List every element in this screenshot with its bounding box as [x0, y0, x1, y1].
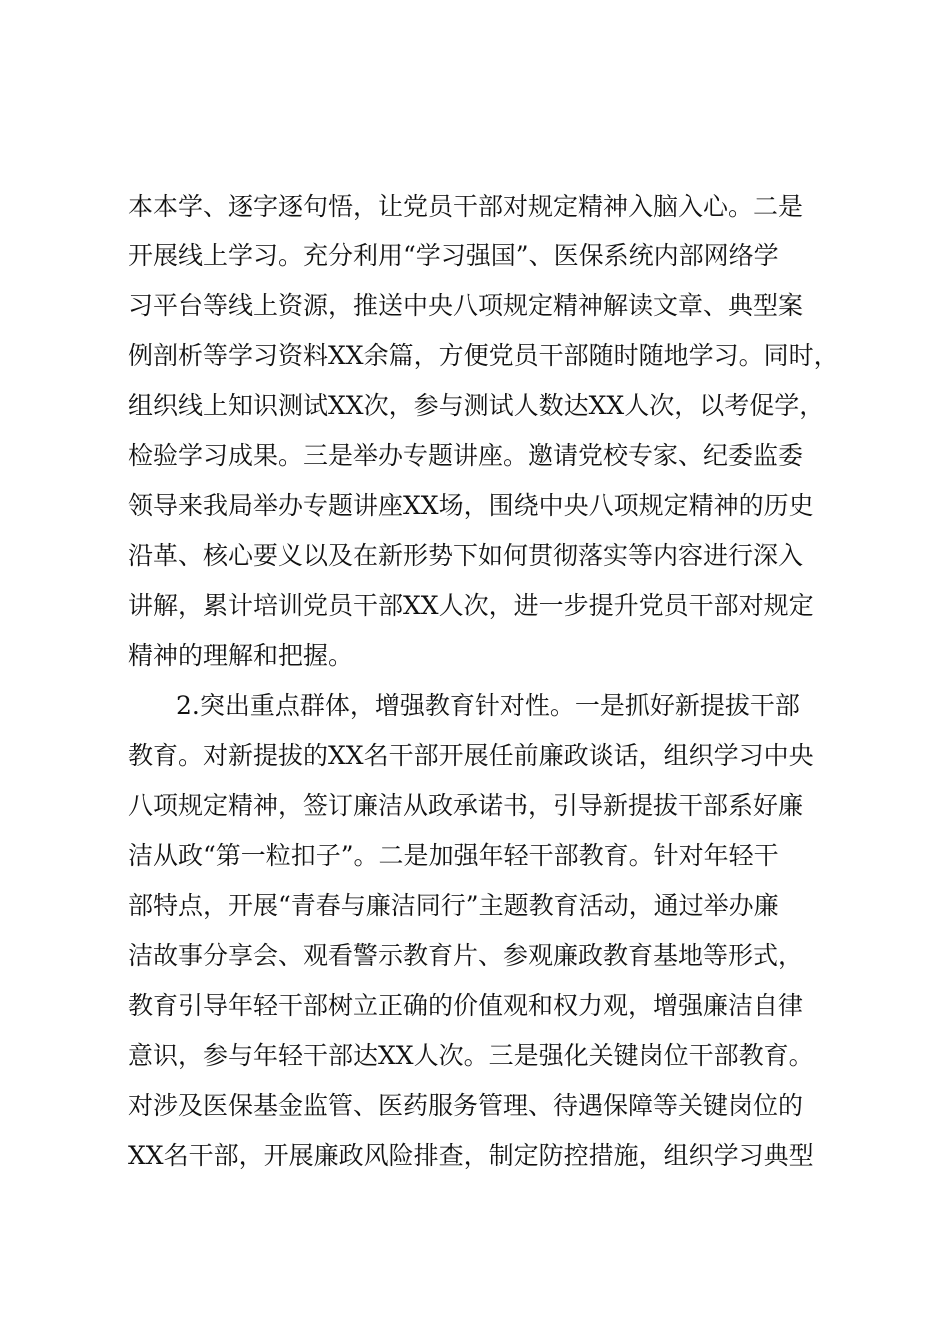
text-line: 开展线上学习。充分利用“学习强国”、医保系统内部网络学: [128, 241, 779, 270]
text-line: 对涉及医保基金监管、医药服务管理、待遇保障等关键岗位的: [128, 1091, 804, 1120]
text-line: 精神的理解和把握。: [128, 641, 354, 670]
text-line: 习平台等线上资源，推送中央八项规定精神解读文章、典型案: [128, 291, 804, 320]
text-line: 部特点，开展“青春与廉洁同行”主题教育活动，通过举办廉: [128, 891, 779, 920]
text-line: XX名干部，开展廉政风险排查，制定防控措施，组织学习典型: [128, 1141, 814, 1170]
text-line: 洁故事分享会、观看警示教育片、参观廉政教育基地等形式，: [128, 941, 804, 970]
text-line: 领导来我局举办专题讲座XX场，围绕中央八项规定精神的历史: [128, 491, 814, 520]
paragraph-first-line: 2.突出重点群体，增强教育针对性。一是抓好新提拔干部: [176, 691, 800, 720]
text-line: 沿革、核心要义以及在新形势下如何贯彻落实等内容进行深入: [128, 541, 804, 570]
text-line: 洁从政“第一粒扣子”。二是加强年轻干部教育。针对年轻干: [128, 841, 779, 870]
text-line: 教育。对新提拔的XX名干部开展任前廉政谈话，组织学习中央: [128, 741, 814, 770]
text-line: 教育引导年轻干部树立正确的价值观和权力观，增强廉洁自律: [128, 991, 804, 1020]
text-line: 八项规定精神，签订廉洁从政承诺书，引导新提拔干部系好廉: [128, 791, 804, 820]
text-line: 组织线上知识测试XX次，参与测试人数达XX人次，以考促学，: [128, 391, 825, 420]
text-line: 讲解，累计培训党员干部XX人次，进一步提升党员干部对规定: [128, 591, 814, 620]
text-line: 例剖析等学习资料XX余篇，方便党员干部随时随地学习。同时，: [128, 341, 839, 370]
text-line: 本本学、逐字逐句悟，让党员干部对规定精神入脑入心。二是: [128, 192, 804, 221]
text-line: 检验学习成果。三是举办专题讲座。邀请党校专家、纪委监委: [128, 441, 804, 470]
text-line: 意识，参与年轻干部达XX人次。三是强化关键岗位干部教育。: [128, 1041, 814, 1070]
